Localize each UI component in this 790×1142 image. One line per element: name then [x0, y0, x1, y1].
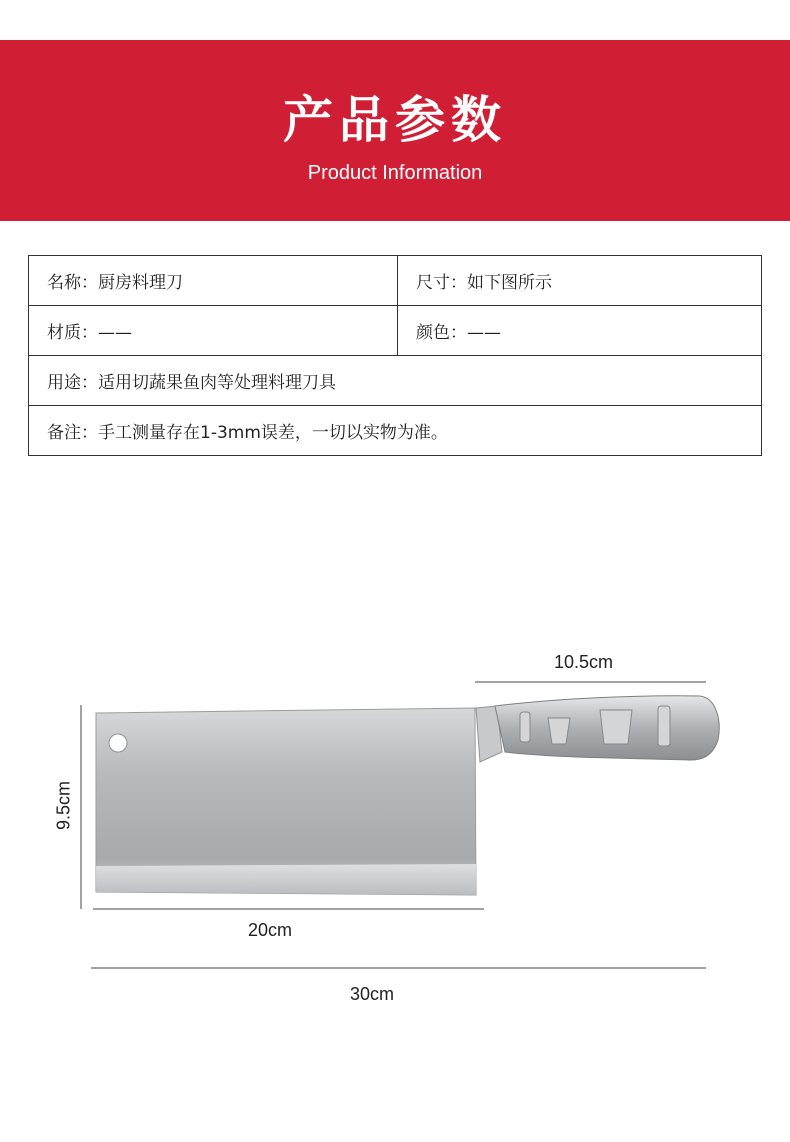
blade-edge	[96, 864, 476, 895]
handle-groove	[658, 706, 670, 746]
handle-length-label: 10.5cm	[554, 652, 614, 672]
page-subtitle: Product Information	[307, 162, 483, 184]
header-banner	[0, 40, 790, 221]
handle-groove	[600, 710, 632, 744]
spec-color: 颜色：——	[398, 306, 762, 356]
handle-groove	[520, 712, 530, 742]
spec-size: 尺寸：如下图所示	[398, 256, 762, 306]
blade-length-label: 20cm	[248, 920, 293, 940]
table-row	[29, 306, 762, 356]
handle-groove	[548, 718, 570, 744]
knife-dimension-figure	[0, 640, 790, 1040]
height-label: 9.5cm	[53, 780, 74, 831]
table-row	[29, 406, 762, 456]
spec-note: 备注：手工测量存在1-3mm误差，一切以实物为准。	[29, 406, 762, 456]
blade-hang-hole	[109, 734, 127, 752]
page-title: 产品参数	[283, 91, 507, 149]
spec-material: 材质：——	[29, 306, 398, 356]
total-length-label: 30cm	[350, 984, 395, 1004]
knife-illustration	[0, 640, 790, 1040]
spec-table	[28, 255, 762, 456]
table-row	[29, 256, 762, 306]
spec-usage: 用途：适用切蔬果鱼肉等处理料理刀具	[29, 356, 762, 406]
spec-name: 名称：厨房料理刀	[29, 256, 398, 306]
table-row	[29, 356, 762, 406]
